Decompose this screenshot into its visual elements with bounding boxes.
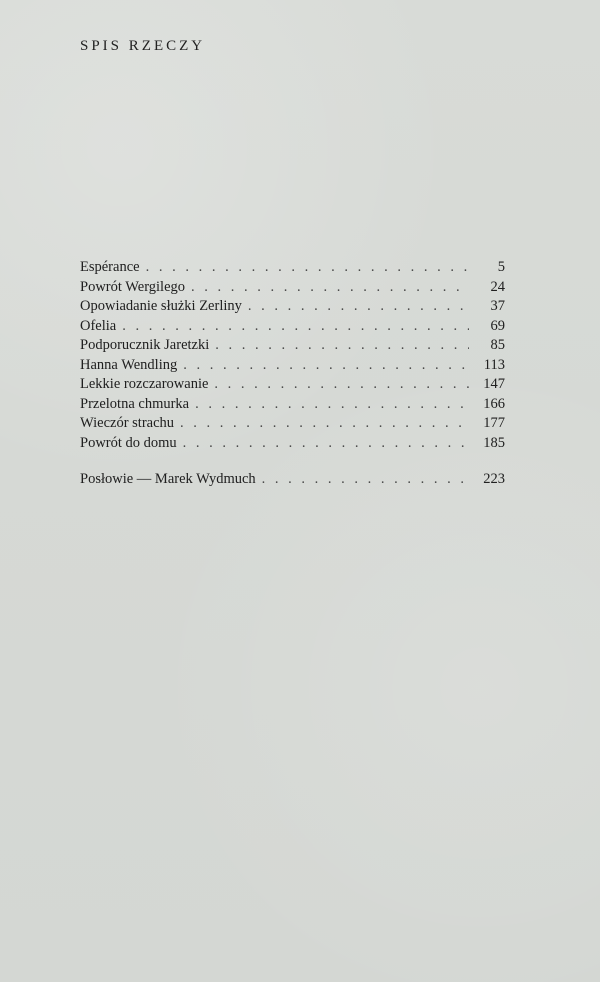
toc-leader-dots [183, 434, 469, 454]
toc-entry-title: Hanna Wendling [80, 356, 178, 373]
toc-leader-dots [122, 317, 469, 337]
toc-entry [80, 356, 505, 376]
toc-leader-dots [214, 375, 469, 395]
afterword-leader-dots [262, 470, 469, 490]
toc-entry-page: 69 [490, 317, 505, 334]
toc-leader-dots [215, 336, 469, 356]
toc-entry-page: 24 [490, 278, 505, 295]
toc-entry [80, 414, 505, 434]
toc-entry [80, 278, 505, 298]
toc-leader-dots [146, 258, 469, 278]
afterword-section [80, 470, 505, 490]
toc-entry-page: 177 [483, 415, 505, 431]
afterword-title: Posłowie — Marek Wydmuch [80, 471, 256, 487]
toc-entry-title: Podporucznik Jaretzki [80, 337, 210, 353]
toc-entry [80, 375, 505, 395]
toc-entry-page: 37 [490, 298, 505, 314]
toc-entry [80, 258, 505, 278]
afterword-page: 223 [483, 471, 505, 487]
toc-leader-dots [191, 278, 469, 298]
toc-entry-title: Powrót Wergilego [80, 278, 186, 295]
toc-entry-page: 113 [483, 356, 505, 373]
toc-entry [80, 317, 505, 337]
toc-leader-dots [248, 297, 469, 317]
toc-entry [80, 434, 505, 454]
toc-entry-page: 5 [497, 259, 505, 275]
toc-entry-title: Wieczór strachu [80, 415, 175, 431]
toc-leader-dots [195, 395, 469, 415]
page-title: SPIS RZECZY [80, 38, 206, 54]
toc-entry [80, 297, 505, 317]
toc-entry-title: Przelotna chmurka [80, 395, 190, 412]
toc-entry-title: Lekkie rozczarowanie [80, 376, 209, 392]
toc-entry-title: Powrót do domu [80, 434, 177, 451]
toc-entry-page: 147 [483, 376, 505, 392]
toc-entry [80, 336, 505, 356]
toc-entry-title: Ofelia [80, 317, 117, 334]
toc-entry-page: 166 [483, 395, 505, 412]
toc-entry-page: 185 [483, 434, 505, 451]
toc-entry [80, 395, 505, 415]
afterword-entry [80, 470, 505, 490]
toc-entry-title: Espérance [80, 259, 140, 275]
toc-entry-page: 85 [490, 337, 505, 353]
table-of-contents [80, 258, 505, 453]
toc-leader-dots [180, 414, 469, 434]
toc-leader-dots [183, 356, 469, 376]
toc-entry-title: Opowiadanie służki Zerliny [80, 298, 242, 314]
